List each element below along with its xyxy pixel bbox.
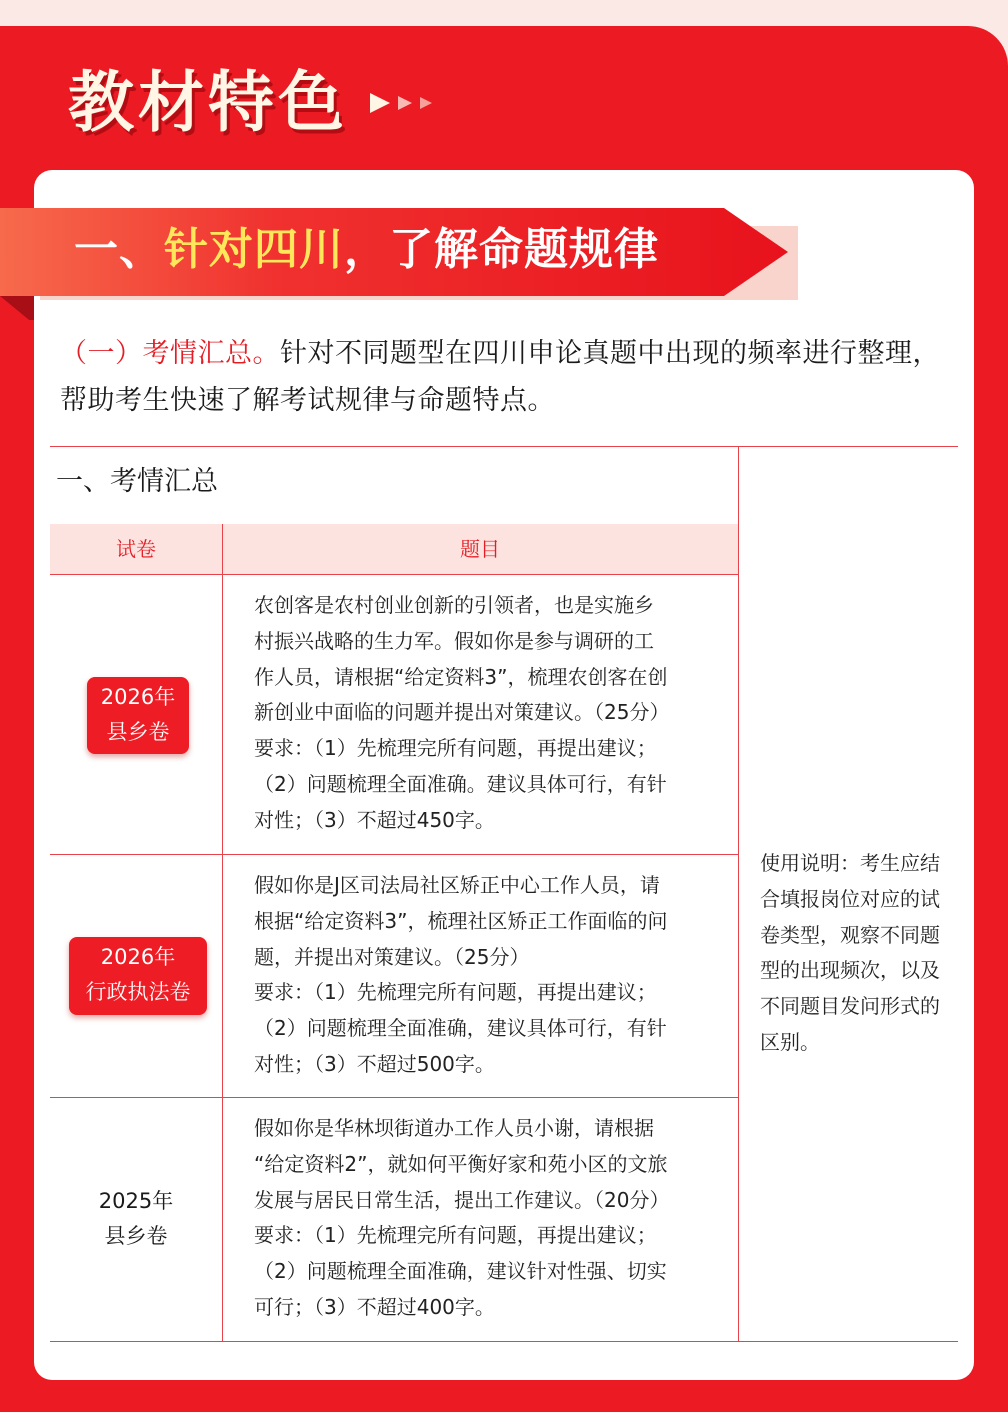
- question-line: 假如你是J区司法局社区矫正中心工作人员，请: [254, 873, 660, 897]
- question-line: 作人员，请根据“给定资料3”，梳理农创客在创: [254, 664, 668, 689]
- column-header-question: 题目: [460, 537, 500, 561]
- section-heading: [74, 220, 659, 280]
- table-border-bottom: [50, 1341, 958, 1342]
- question-text: [254, 588, 720, 839]
- banner-highlight: 针对四川: [164, 224, 344, 275]
- row-divider: [50, 1097, 738, 1098]
- question-line: 要求：（1）先梳理完所有问题，再提出建议；: [254, 1223, 657, 1248]
- question-line: 要求：（1）先梳理完所有问题，再提出建议；: [254, 980, 657, 1005]
- question-line: 对性；（3）不超过450字。: [254, 807, 495, 832]
- question-line: 农创客是农村创业创新的引领者，也是实施乡: [254, 593, 654, 617]
- question-line: “给定资料2”，就如何平衡好家和苑小区的文旅: [254, 1151, 668, 1176]
- question-line: 假如你是华林坝街道办工作人员小谢，请根据: [254, 1116, 654, 1140]
- question-line: （2）问题梳理全面准确，建议针对性强、切实: [254, 1259, 667, 1284]
- question-text: [254, 1111, 720, 1326]
- column-header-exam: 试卷: [116, 537, 156, 561]
- question-line: （2）问题梳理全面准确。建议具体可行，有针: [254, 771, 667, 796]
- question-text: [254, 868, 720, 1083]
- exam-year: 2025年: [98, 1189, 174, 1213]
- page-title: 教材特色: [68, 64, 348, 141]
- exam-type: 县乡卷: [104, 1224, 168, 1248]
- question-line: 题，并提出对策建议。（25分）: [254, 944, 530, 969]
- exam-badge: [69, 937, 207, 1015]
- exam-badge: [87, 677, 189, 754]
- exam-year: 2026年: [100, 945, 176, 969]
- row-divider: [50, 854, 738, 855]
- question-line: 发展与居民日常生活，提出工作建议。（20分）: [254, 1187, 670, 1212]
- exam-label: [50, 1184, 222, 1254]
- question-line: 要求：（1）先梳理完所有问题，再提出建议；: [254, 736, 657, 761]
- exam-year: 2026年: [100, 685, 176, 709]
- question-line: （2）问题梳理全面准确，建议具体可行，有针: [254, 1016, 667, 1041]
- table-section-title: 一、考情汇总: [56, 466, 218, 497]
- question-line: 新创业中面临的问题并提出对策建议。（25分）: [254, 700, 670, 725]
- banner-rest: ，了解命题规律: [344, 224, 659, 275]
- question-line: 可行；（3）不超过400字。: [254, 1294, 495, 1319]
- exam-type: 行政执法卷: [85, 980, 191, 1004]
- intro-label: （一）考情汇总。: [60, 338, 280, 369]
- question-line: 根据“给定资料3”，梳理社区矫正工作面临的问: [254, 908, 668, 933]
- exam-column-divider: [222, 524, 223, 1341]
- table-header-bottom-line: [50, 574, 738, 575]
- exam-type: 县乡卷: [106, 720, 170, 744]
- banner-prefix: 一、: [74, 224, 164, 275]
- intro-text: 针对不同题型在四川申论真题中出现的频率进行整理，帮助考生快速了解考试规律与命题特点。: [60, 338, 940, 416]
- triple-arrow-icon: [368, 88, 448, 118]
- question-line: 村振兴战略的生力军。假如你是参与调研的工: [254, 628, 654, 653]
- intro-paragraph: [60, 330, 965, 424]
- question-line: 对性；（3）不超过500字。: [254, 1051, 495, 1076]
- note-column-divider: [738, 446, 739, 1341]
- usage-note: 使用说明：考生应结合填报岗位对应的试卷类型，观察不同题型的出现频次，以及不同题目发问形式的区别。: [760, 851, 940, 1054]
- table-border-top: [50, 446, 958, 447]
